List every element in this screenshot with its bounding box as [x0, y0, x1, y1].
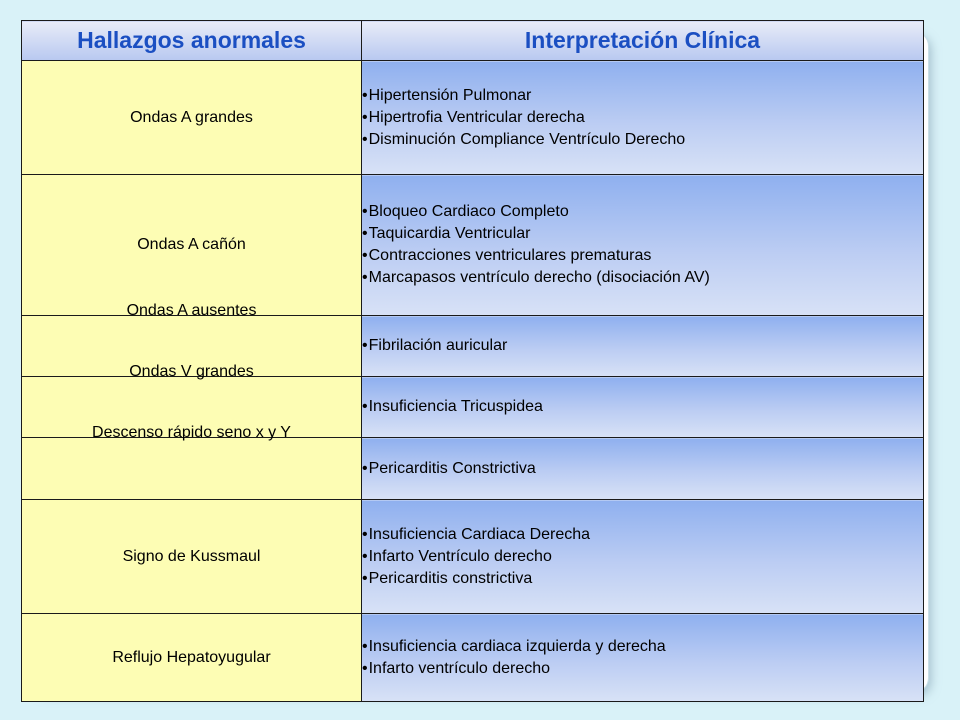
interpretation-cell	[362, 316, 924, 377]
interpretation-item	[362, 546, 923, 568]
finding-cell	[22, 500, 362, 614]
interpretation-text: Hipertensión Pulmonar	[368, 86, 532, 104]
interpretation-item	[362, 524, 923, 546]
finding-cell	[22, 61, 362, 175]
finding-label: Ondas A cañón	[137, 236, 246, 253]
bullet-icon: •	[362, 459, 368, 477]
finding-label: Ondas V grandes	[129, 363, 254, 380]
header-interpretation: Interpretación Clínica	[362, 21, 924, 61]
interpretation-item	[362, 658, 923, 680]
interpretation-text: Insuficiencia cardiaca izquierda y derecha	[368, 637, 666, 655]
interpretation-text: Infarto ventrículo derecho	[368, 659, 551, 677]
bullet-icon: •	[362, 247, 368, 264]
bullet-icon: •	[362, 398, 368, 415]
interpretation-cell	[362, 61, 924, 175]
interpretation-cell	[362, 175, 924, 316]
interpretation-item	[362, 107, 923, 129]
interpretation-text: Pericarditis constrictiva	[368, 569, 533, 587]
finding-cell	[22, 424, 362, 500]
interpretation-item	[362, 636, 923, 658]
bullet-icon: •	[362, 547, 368, 565]
interpretation-cell	[362, 500, 924, 614]
interpretation-cell	[362, 377, 924, 438]
finding-label: Signo de Kussmaul	[122, 547, 261, 565]
header-findings: Hallazgos anormales	[22, 21, 362, 61]
interpretation-item	[362, 85, 923, 107]
bullet-icon: •	[362, 269, 368, 286]
table-row	[22, 61, 924, 175]
bullet-icon: •	[362, 637, 368, 655]
finding-label: Reflujo Hepatoyugular	[112, 648, 271, 666]
table-row	[22, 614, 924, 702]
interpretation-text: Insuficiencia Tricuspidea	[368, 398, 543, 415]
interpretation-item	[362, 201, 923, 223]
interpretation-text: Bloqueo Cardiaco Completo	[368, 203, 569, 220]
finding-label: Descenso rápido seno x y Y	[92, 424, 291, 441]
table-row	[22, 500, 924, 614]
interpretation-text: Infarto Ventrículo derecho	[368, 547, 552, 565]
finding-cell	[22, 614, 362, 702]
table-row	[22, 175, 924, 316]
bullet-icon: •	[362, 337, 368, 354]
bullet-icon: •	[362, 659, 368, 677]
interpretation-item	[362, 396, 923, 418]
finding-label: Ondas A ausentes	[126, 302, 257, 319]
interpretation-text: Fibrilación auricular	[368, 337, 508, 354]
interpretation-text: Taquicardia Ventricular	[368, 225, 531, 242]
interpretation-text: Contracciones ventriculares prematuras	[368, 247, 652, 264]
interpretation-text: Pericarditis Constrictiva	[368, 459, 536, 477]
findings-table	[21, 20, 924, 702]
interpretation-text: Hipertrofia Ventricular derecha	[368, 108, 585, 126]
interpretation-item	[362, 267, 923, 289]
bullet-icon: •	[362, 203, 368, 220]
interpretation-item	[362, 568, 923, 590]
bullet-icon: •	[362, 86, 368, 104]
interpretation-item	[362, 223, 923, 245]
interpretation-text: Marcapasos ventrículo derecho (disociación AV)	[368, 269, 710, 286]
finding-label: Ondas A grandes	[130, 108, 253, 126]
bullet-icon: •	[362, 569, 368, 587]
interpretation-item	[362, 129, 923, 151]
interpretation-item	[362, 458, 923, 480]
finding-cell	[22, 175, 362, 316]
interpretation-item	[362, 245, 923, 267]
interpretation-text: Disminución Compliance Ventrículo Derecho	[368, 130, 686, 148]
interpretation-text: Insuficiencia Cardiaca Derecha	[368, 525, 591, 543]
interpretation-item	[362, 335, 923, 357]
table-body	[22, 61, 924, 702]
bullet-icon: •	[362, 525, 368, 543]
interpretation-cell	[362, 614, 924, 702]
table-header-row	[22, 21, 924, 61]
bullet-icon: •	[362, 108, 368, 126]
interpretation-cell	[362, 438, 924, 500]
table-row	[22, 438, 924, 500]
bullet-icon: •	[362, 225, 368, 242]
bullet-icon: •	[362, 130, 368, 148]
